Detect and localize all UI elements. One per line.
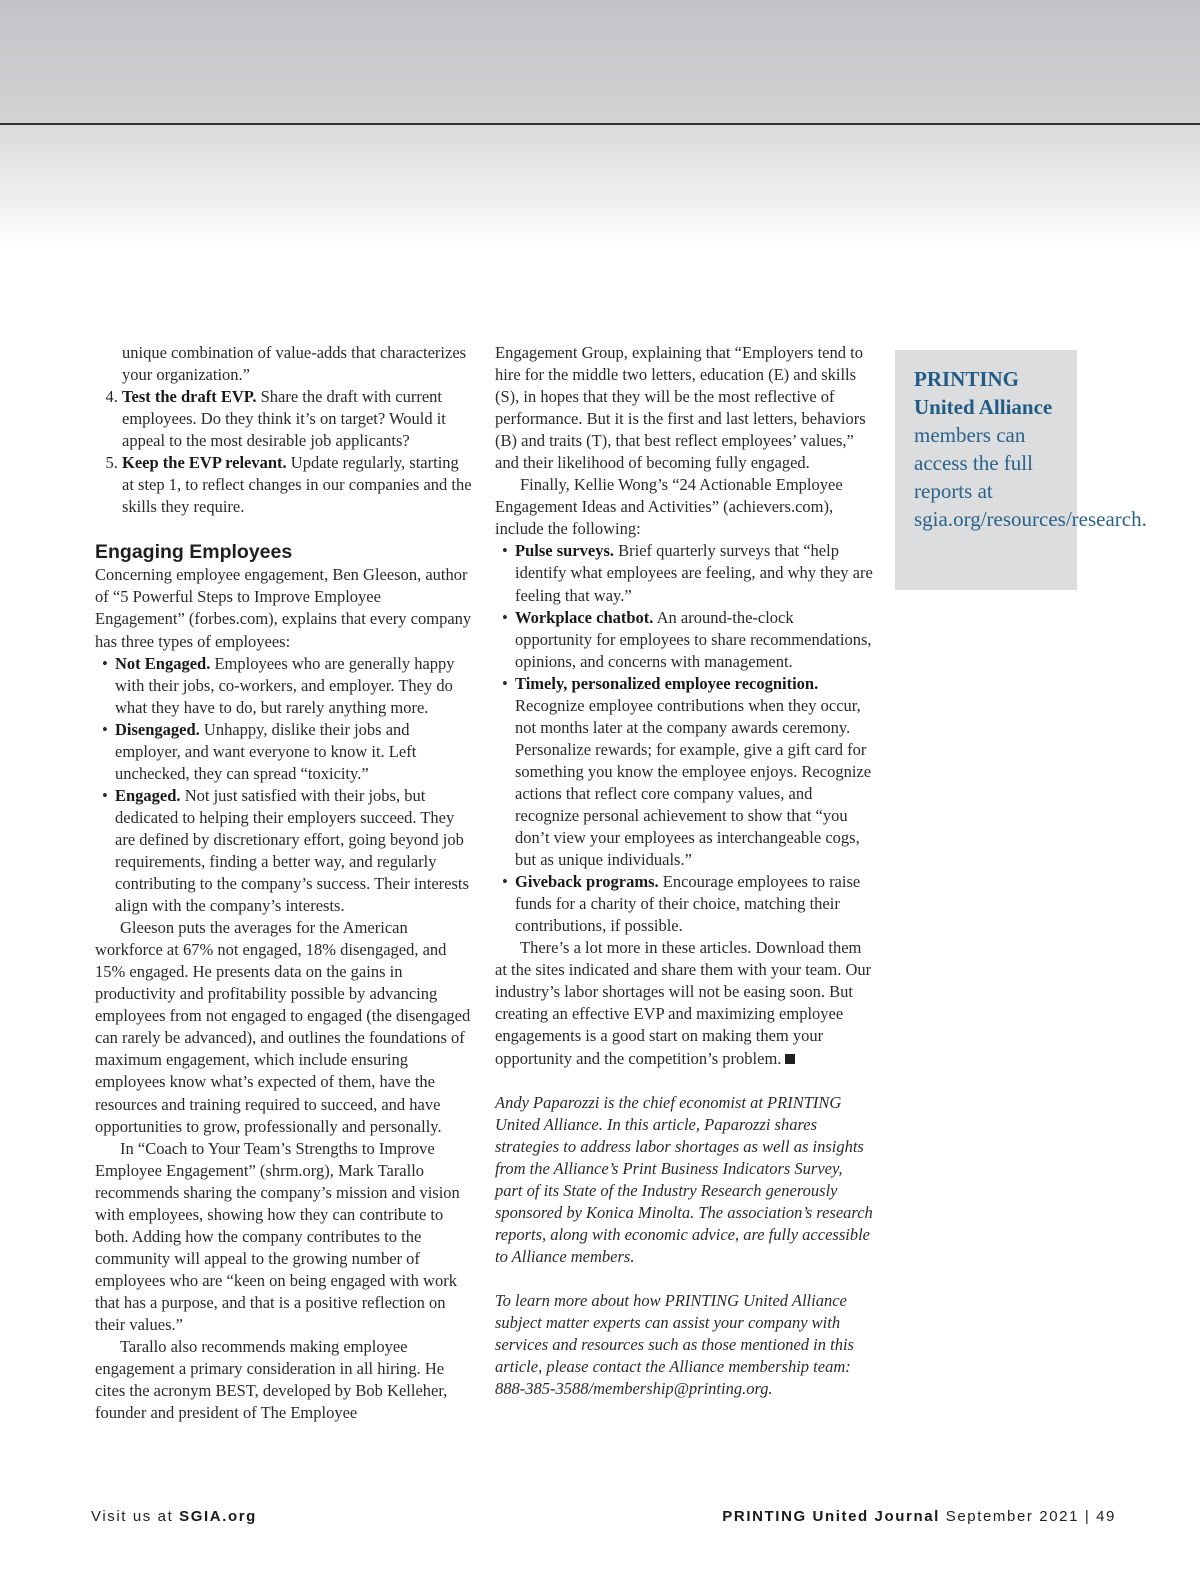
footer-issue-date: September 2021: [945, 1508, 1080, 1525]
step-text: Update regularly, starting at step 1, to reflect changes in our companies and the skills they require.: [122, 453, 472, 517]
bullet-text: Recognize employee contributions when they occur, not months later at the company awards ceremony. Personalize rewards; for example, give a gift card for something you know the employee enjoys. Recognize actions that reflect core company values, and recognize personal achievement to show that “you don’t view your employees as interchangeable cogs, but as unique individuals.”: [515, 695, 872, 870]
end-mark-icon: [785, 1054, 795, 1064]
footer-visit-label: Visit us at: [91, 1508, 174, 1525]
bullet-text: Employees who are generally happy with their jobs, co-workers, and employer. They do what they have to do, but rarely anything more.: [115, 653, 455, 717]
list-item: [515, 871, 873, 937]
header-rule: [0, 123, 1200, 125]
footer-journal-name: PRINTING United Journal: [722, 1508, 940, 1525]
list-item: [515, 607, 873, 673]
footer-left: [91, 1508, 257, 1525]
list-item: [115, 719, 473, 785]
article-column-2: [495, 342, 873, 1400]
closing-text: There’s a lot more in these articles. Download them at the sites indicated and share them with your team. Our industry’s labor shortages will not be easing soon. But creating an effective EVP and maximizing employee engagements is a good start on making them your opportunity and the competition’s problem.: [495, 938, 872, 1068]
page-number: 49: [1096, 1508, 1116, 1525]
continued-text: unique combination of value-adds that characterizes your organization.”: [122, 343, 467, 385]
footer-site-link[interactable]: SGIA.org: [179, 1508, 257, 1525]
article-column-1: [95, 342, 473, 1424]
bullet-text: An around-the-clock opportunity for employees to share recommendations, opinions, and concerns with management.: [515, 607, 872, 671]
bullet-text: Unhappy, dislike their jobs and employer, and want everyone to know it. Left unchecked, they can spread “toxicity.”: [115, 719, 417, 783]
list-item: [515, 673, 873, 871]
closing-paragraph: [495, 937, 873, 1069]
author-bio: Andy Paparozzi is the chief economist at PRINTING United Alliance. In this article, Paparozzi shares strategies to address labor shortages as well as insights from the Alliance’s Print Business Indicators Survey, part of its State of the Industry Research generously sponsored by Konica Minolta. The association’s research reports, along with economic advice, are fully accessible to Alliance members.: [495, 1092, 873, 1266]
bullet-title: Pulse surveys.: [515, 541, 614, 561]
evp-steps-list: [95, 386, 473, 518]
list-item: [122, 386, 473, 452]
contact-note: To learn more about how PRINTING United Alliance subject matter experts can assist your company with services and resources such as those mentioned in this article, please contact the Alliance membership team: 888-385-3588/membership@printing.org.: [495, 1290, 854, 1399]
footer-separator: |: [1084, 1508, 1091, 1525]
paragraph: Finally, Kellie Wong’s “24 Actionable Employee Engagement Ideas and Activities” (achievers.com), include the following:: [495, 475, 843, 539]
continued-text: Engagement Group, explaining that “Employers tend to hire for the middle two letters, education (E) and skills (S), in hopes that they will be the most reflective of performance. But it is the first and last letters, behaviors (B) and traits (T), that best reflect employees’ values,” and their likelihood of becoming fully engaged.: [495, 343, 866, 473]
bullet-text: Brief quarterly surveys that “help identify what employees are feeling, and why they are feeling that way.”: [515, 541, 873, 605]
bullet-title: Not Engaged.: [115, 653, 211, 673]
paragraph: In “Coach to Your Team’s Strengths to Improve Employee Engagement” (shrm.org), Mark Tarallo recommends sharing the company’s mission and vision with employees, showing how they can contribute to both. Adding how the company contributes to the community will appeal to the growing number of employees who are “keen on being engaged with work that has a purpose, and that is a positive reflection on their values.”: [95, 1138, 460, 1334]
bullet-text: Not just satisfied with their jobs, but dedicated to helping their employers succeed. They are defined by discretionary effort, going beyond job requirements, finding a better way, and regularly contributing to the company’s success. Their interests align with the company’s interests.: [115, 785, 469, 916]
sidebar-callout: [895, 350, 1147, 590]
bullet-title: Workplace chatbot.: [515, 607, 654, 627]
step-title: Keep the EVP relevant.: [122, 453, 287, 473]
bullet-title: Giveback programs.: [515, 872, 659, 892]
sidebar-text: members can access the full reports at sgia.org/resources/research.: [914, 423, 1147, 531]
paragraph: Tarallo also recommends making employee engagement a primary consideration in all hiring. He cites the acronym BEST, developed by Bob Kelleher, founder and president of The Employee: [95, 1337, 448, 1423]
list-item: [115, 785, 473, 917]
engagement-ideas-list: [495, 540, 873, 937]
step-text: Share the draft with current employees. Do they think it’s on target? Would it appeal to the most desirable job applicants?: [122, 387, 446, 451]
bullet-title: Disengaged.: [115, 719, 200, 739]
section-heading: Engaging Employees: [95, 541, 293, 564]
bullet-title: Engaged.: [115, 785, 181, 805]
list-item: [122, 452, 473, 518]
step-title: Test the draft EVP.: [122, 387, 257, 407]
bullet-text: Encourage employees to raise funds for a charity of their choice, matching their contributions, if possible.: [515, 872, 861, 936]
paragraph: Concerning employee engagement, Ben Gleeson, author of “5 Powerful Steps to Improve Employee Engagement” (forbes.com), explains that every company has three types of employees:: [95, 565, 472, 651]
sidebar-title: PRINTING United Alliance: [914, 367, 1053, 419]
list-item: [515, 540, 873, 606]
bullet-title: Timely, personalized employee recognition.: [515, 673, 819, 693]
employee-types-list: [95, 653, 473, 918]
footer-right: [722, 1508, 1116, 1525]
list-item: [115, 653, 473, 719]
paragraph: Gleeson puts the averages for the American workforce at 67% not engaged, 18% disengaged, and 15% engaged. He presents data on the gains in productivity and profitability possible by advancing employees from not engaged to engaged (the disengaged can rarely be advanced), and outlines the foundations of maximum engagement, which include ensuring employees know what’s expected of them, have the resources and training required to succeed, and have opportunities to grow, professionally and personally.: [95, 918, 471, 1136]
